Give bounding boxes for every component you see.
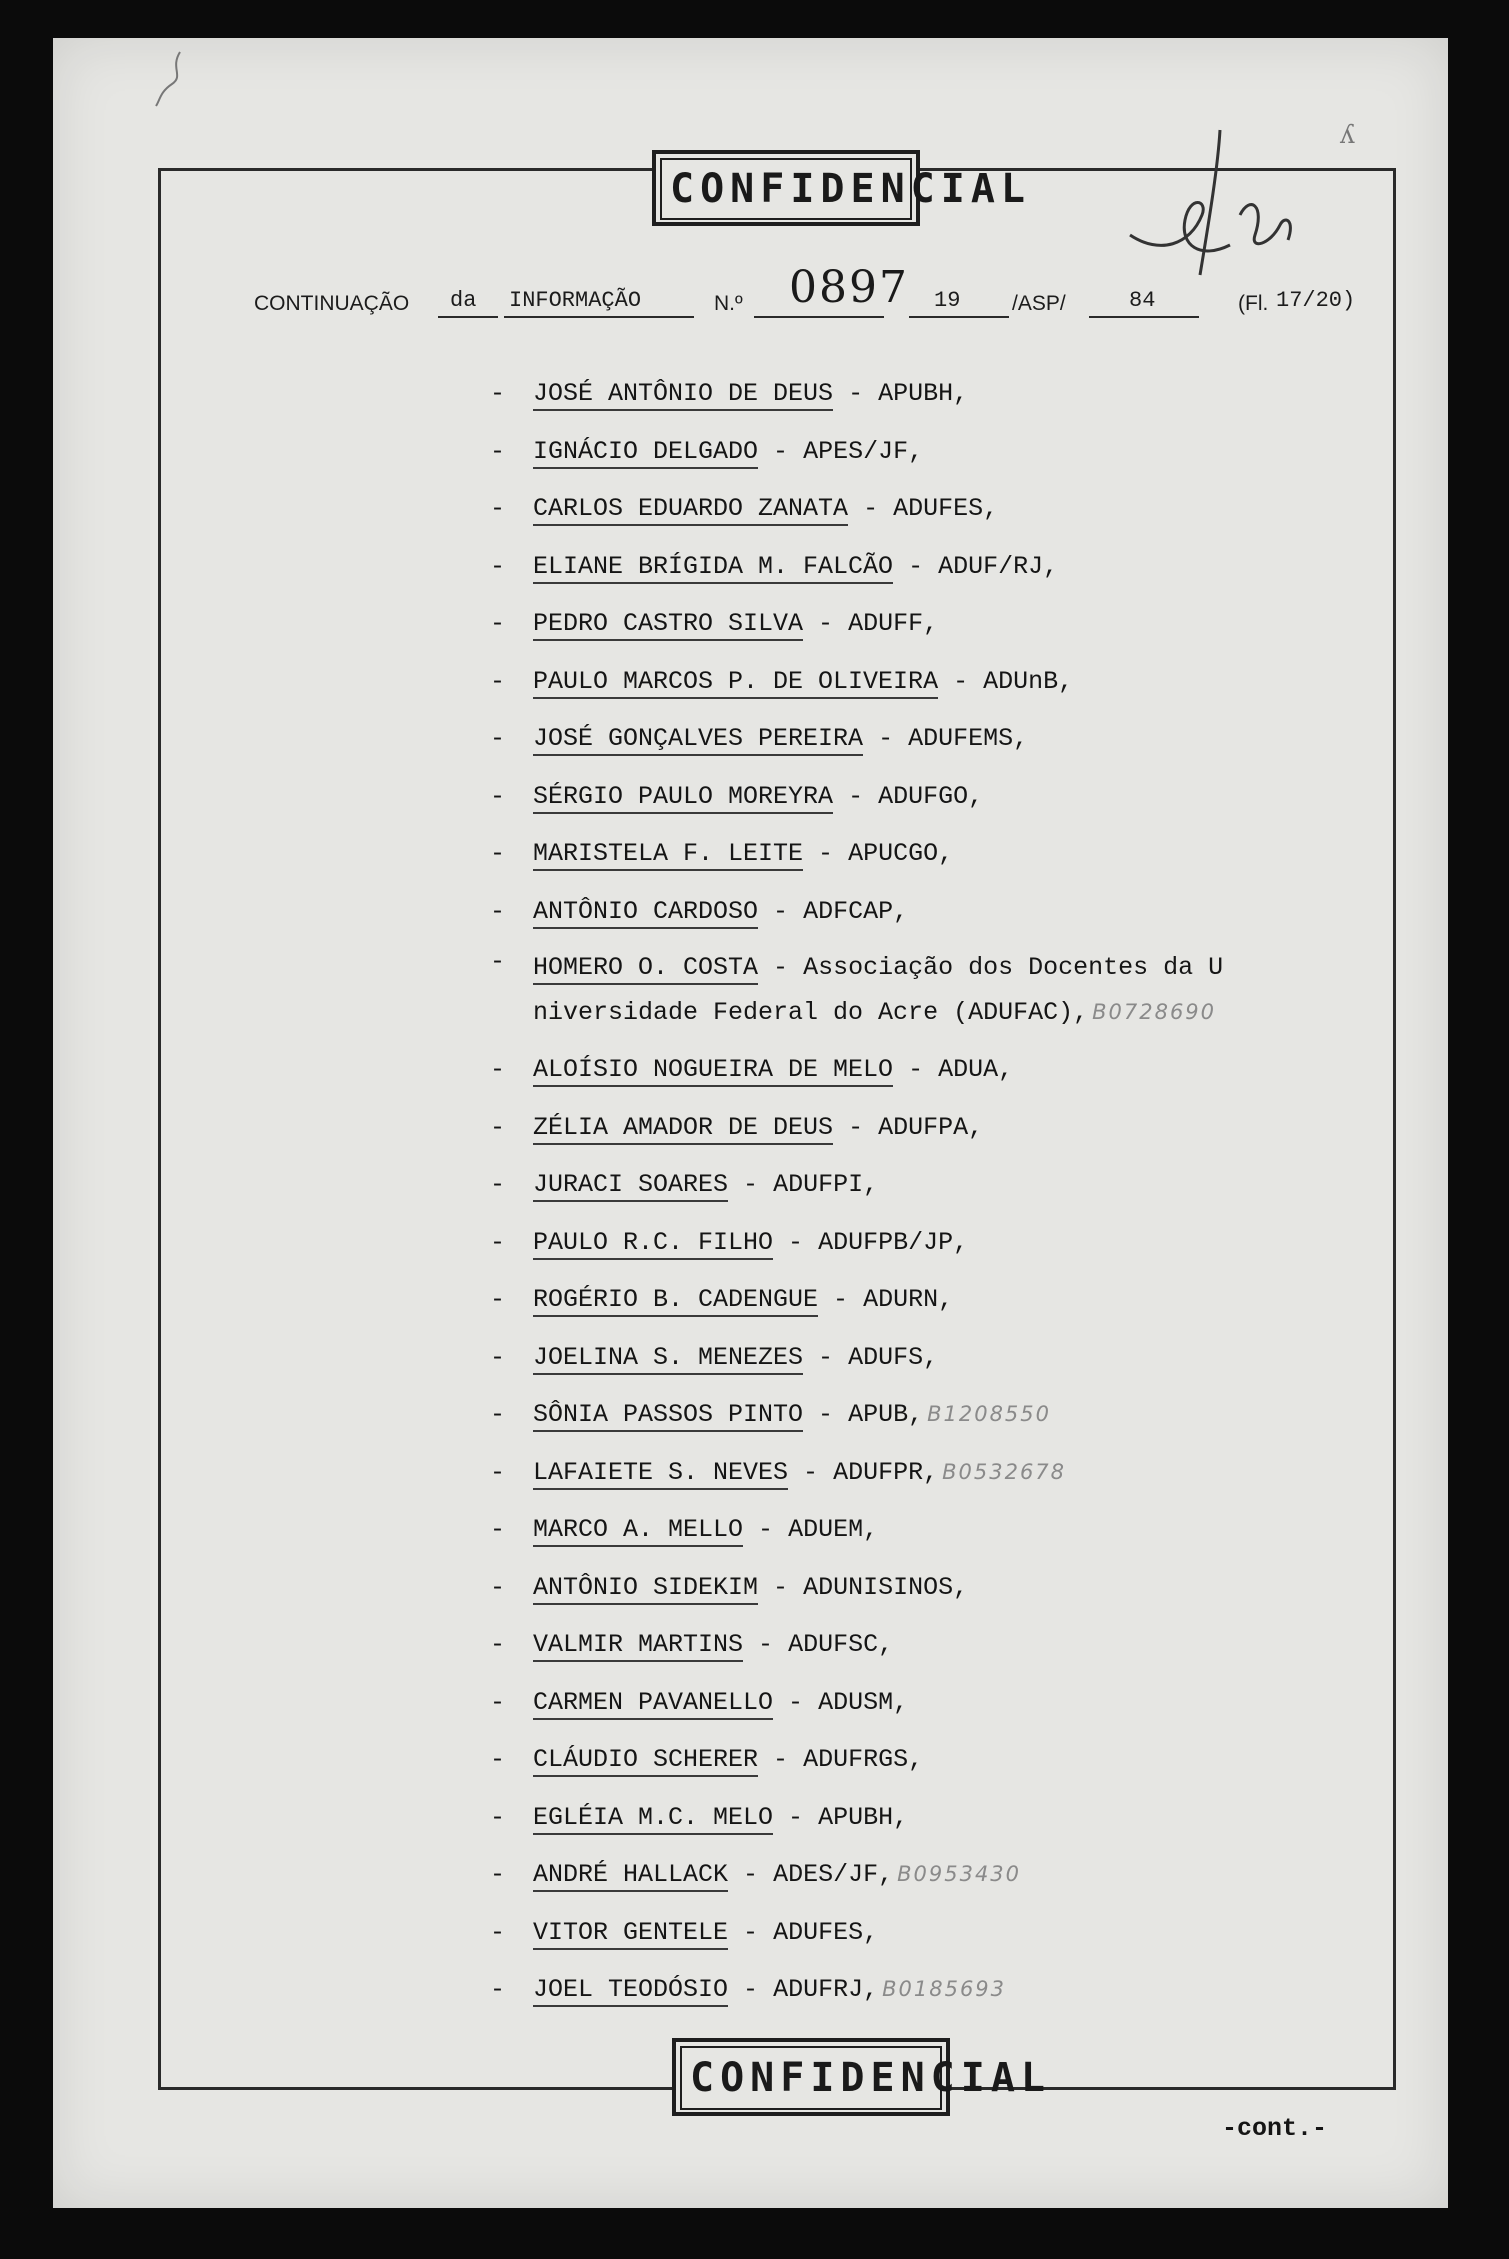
- entry-text: MARCO A. MELLO - ADUEM,: [533, 1501, 878, 1559]
- year: 84: [1129, 288, 1156, 313]
- entry-text: ANTÔNIO CARDOSO - ADFCAP,: [533, 883, 908, 941]
- list-item: [490, 1271, 1390, 1329]
- asp-label: /ASP/: [1012, 292, 1066, 315]
- person-name: CARLOS EDUARDO ZANATA: [533, 494, 848, 526]
- handwritten-note: B0728690: [1092, 1000, 1217, 1024]
- list-item: [490, 423, 1390, 481]
- person-name: MARCO A. MELLO: [533, 1515, 743, 1547]
- organization: ADUFPB/JP,: [818, 1227, 969, 1257]
- person-name: SÔNIA PASSOS PINTO: [533, 1400, 803, 1432]
- organization: ADURN,: [863, 1285, 954, 1314]
- list-item: [490, 1904, 1390, 1962]
- list-bullet: -: [490, 1457, 506, 1487]
- number-label: N.º: [714, 292, 743, 315]
- list-item: [490, 1559, 1390, 1617]
- person-name: IGNÁCIO DELGADO: [533, 437, 758, 469]
- list-bullet: -: [490, 839, 506, 868]
- list-bullet: -: [490, 436, 506, 466]
- organization: ADUFPA,: [878, 1112, 984, 1142]
- person-name: VITOR GENTELE: [533, 1918, 728, 1950]
- person-name: ZÉLIA AMADOR DE DEUS: [533, 1113, 833, 1145]
- organization: ADES/JF,: [773, 1860, 894, 1889]
- organization: ADUFPI,: [773, 1170, 879, 1199]
- list-item: [490, 1444, 1390, 1502]
- organization: ADUFF,: [848, 609, 939, 638]
- list-bullet: -: [490, 1400, 506, 1429]
- list-item: [490, 365, 1390, 423]
- entry-text: ROGÉRIO B. CADENGUE - ADURN,: [533, 1271, 953, 1329]
- list-bullet: -: [490, 1055, 506, 1084]
- entry-text: CARMEN PAVANELLO - ADUSM,: [533, 1674, 908, 1732]
- organization: ADUFGO,: [878, 781, 984, 811]
- list-item: [490, 595, 1390, 653]
- list-bullet: -: [490, 1227, 506, 1257]
- list-item: [490, 1214, 1390, 1272]
- confidential-stamp-top: CONFIDENCIAL: [652, 150, 920, 226]
- entry-text: VALMIR MARTINS - ADUFSC,: [533, 1616, 893, 1674]
- list-item: [490, 480, 1390, 538]
- person-name: CLÁUDIO SCHERER: [533, 1745, 758, 1777]
- list-bullet: -: [490, 609, 506, 638]
- entry-text: ALOÍSIO NOGUEIRA DE MELO - ADUA,: [533, 1041, 1013, 1099]
- list-bullet: -: [490, 1285, 506, 1314]
- person-name: ANTÔNIO SIDEKIM: [533, 1573, 758, 1605]
- person-name: ELIANE BRÍGIDA M. FALCÃO: [533, 552, 893, 584]
- list-bullet: -: [490, 666, 506, 696]
- list-bullet: -: [490, 1975, 506, 2004]
- organization: APUBH,: [818, 1802, 909, 1832]
- list-item: [490, 653, 1390, 711]
- entry-text: JOSÉ GONÇALVES PEREIRA - ADUFEMS,: [533, 710, 1028, 768]
- list-bullet: -: [490, 1630, 506, 1659]
- organization: ADUFPR,: [833, 1457, 939, 1487]
- person-name: JOEL TEODÓSIO: [533, 1975, 728, 2007]
- list-bullet: -: [490, 1802, 506, 1832]
- list-bullet: -: [490, 781, 506, 811]
- entry-text: IGNÁCIO DELGADO - APES/JF,: [533, 423, 923, 481]
- entry-text: VITOR GENTELE - ADUFES,: [533, 1904, 878, 1962]
- list-item: [490, 883, 1390, 941]
- list-item: [490, 1156, 1390, 1214]
- person-name: ALOÍSIO NOGUEIRA DE MELO: [533, 1055, 893, 1087]
- list-item: [490, 1099, 1390, 1157]
- continuation-label: CONTINUAÇÃO: [254, 292, 410, 315]
- organization: APUCGO,: [848, 839, 954, 868]
- organization: ADUFRGS,: [803, 1745, 924, 1774]
- list-bullet: -: [490, 724, 506, 753]
- entry-text: LAFAIETE S. NEVES - ADUFPR, B0532678: [533, 1444, 1066, 1502]
- document-number: 0897: [789, 262, 909, 313]
- organization: ADUFES,: [773, 1917, 879, 1947]
- corner-initials: ʎ: [1340, 120, 1355, 150]
- person-name: JOELINA S. MENEZES: [533, 1343, 803, 1375]
- person-name: ANDRÉ HALLACK: [533, 1860, 728, 1892]
- list-item: [490, 768, 1390, 826]
- margin-scribble: [150, 50, 190, 110]
- number-part: 19: [934, 288, 961, 313]
- handwritten-note: B0185693: [882, 1977, 1007, 2001]
- organization: ADUNISINOS,: [803, 1572, 969, 1602]
- entry-text: ZÉLIA AMADOR DE DEUS - ADUFPA,: [533, 1099, 983, 1157]
- person-name: PAULO R.C. FILHO: [533, 1228, 773, 1260]
- folio-label: (Fl.: [1238, 292, 1269, 315]
- person-name: ROGÉRIO B. CADENGUE: [533, 1285, 818, 1317]
- list-item: [490, 1501, 1390, 1559]
- list-item: [490, 1329, 1390, 1387]
- list-item: [490, 1961, 1390, 2019]
- entry-text: CARLOS EDUARDO ZANATA - ADUFES,: [533, 480, 998, 538]
- person-name: PEDRO CASTRO SILVA: [533, 609, 803, 641]
- entry-text: JURACI SOARES - ADUFPI,: [533, 1156, 878, 1214]
- list-bullet: -: [490, 1515, 506, 1544]
- handwritten-note: B0953430: [897, 1862, 1022, 1886]
- entry-text: PAULO MARCOS P. DE OLIVEIRA - ADUnB,: [533, 653, 1073, 711]
- list-item: [490, 825, 1390, 883]
- entry-text: JOSÉ ANTÔNIO DE DEUS - APUBH,: [533, 365, 968, 423]
- person-name: SÉRGIO PAULO MOREYRA: [533, 782, 833, 814]
- list-item: [490, 1731, 1390, 1789]
- entry-text: ELIANE BRÍGIDA M. FALCÃO - ADUF/RJ,: [533, 538, 1058, 596]
- list-item: [490, 710, 1390, 768]
- person-name: PAULO MARCOS P. DE OLIVEIRA: [533, 667, 938, 699]
- organization: ADUnB,: [983, 666, 1074, 696]
- person-name: JURACI SOARES: [533, 1170, 728, 1202]
- list-bullet: -: [490, 896, 506, 926]
- document-header: [254, 262, 1404, 320]
- person-name: VALMIR MARTINS: [533, 1630, 743, 1662]
- da-word: da: [450, 288, 477, 313]
- person-name: EGLÉIA M.C. MELO: [533, 1803, 773, 1835]
- name-list: [490, 365, 1390, 2019]
- list-bullet: -: [490, 1342, 506, 1372]
- person-name: JOSÉ GONÇALVES PEREIRA: [533, 724, 863, 756]
- confidential-stamp-bottom: CONFIDENCIAL: [672, 2038, 950, 2116]
- entry-text: JOELINA S. MENEZES - ADUFS,: [533, 1329, 938, 1387]
- list-item: [490, 1846, 1390, 1904]
- list-item: [490, 1674, 1390, 1732]
- organization: APES/JF,: [803, 436, 924, 466]
- doc-type: INFORMAÇÃO: [509, 288, 642, 313]
- person-name: MARISTELA F. LEITE: [533, 839, 803, 871]
- organization: Associação dos Docentes da U niversidade Federal do Acre (ADUFAC),: [533, 953, 1224, 1027]
- person-name: HOMERO O. COSTA: [533, 953, 758, 985]
- organization: ADUFES,: [893, 494, 999, 523]
- organization: APUBH,: [878, 379, 969, 408]
- continued-marker: -cont.-: [1222, 2114, 1328, 2143]
- handwritten-note: B0532678: [942, 1459, 1067, 1484]
- entry-text: JOEL TEODÓSIO - ADUFRJ, B0185693: [533, 1961, 1006, 2019]
- entry-text: SÔNIA PASSOS PINTO - APUB, B1208550: [533, 1386, 1051, 1444]
- entry-text: MARISTELA F. LEITE - APUCGO,: [533, 825, 953, 883]
- list-bullet: -: [490, 947, 506, 976]
- list-item: [490, 1041, 1390, 1099]
- organization: ADUFS,: [848, 1342, 939, 1372]
- list-item: [490, 538, 1390, 596]
- entry-text: HOMERO O. COSTA - Associação dos Docentes da U niversidade Federal do Acre (ADUFAC), B0728690: [533, 953, 1224, 1027]
- entry-text: ANDRÉ HALLACK - ADES/JF, B0953430: [533, 1846, 1021, 1904]
- organization: APUB,: [848, 1400, 924, 1429]
- person-name: JOSÉ ANTÔNIO DE DEUS: [533, 379, 833, 411]
- folio-number: 17/20): [1276, 288, 1356, 313]
- entry-text: ANTÔNIO SIDEKIM - ADUNISINOS,: [533, 1559, 968, 1617]
- organization: ADUA,: [938, 1055, 1014, 1084]
- list-bullet: -: [490, 551, 506, 581]
- list-bullet: -: [490, 1687, 506, 1717]
- organization: ADUFRJ,: [773, 1975, 879, 2004]
- list-item: [490, 940, 1390, 1041]
- person-name: LAFAIETE S. NEVES: [533, 1458, 788, 1490]
- organization: ADFCAP,: [803, 896, 909, 926]
- organization: ADUSM,: [818, 1687, 909, 1717]
- list-item: [490, 1386, 1390, 1444]
- list-bullet: -: [490, 494, 506, 523]
- list-bullet: -: [490, 1917, 506, 1947]
- list-bullet: -: [490, 1860, 506, 1889]
- organization: ADUFEMS,: [908, 724, 1029, 753]
- list-bullet: -: [490, 379, 506, 408]
- entry-text: EGLÉIA M.C. MELO - APUBH,: [533, 1789, 908, 1847]
- person-name: CARMEN PAVANELLO: [533, 1688, 773, 1720]
- entry-text: PAULO R.C. FILHO - ADUFPB/JP,: [533, 1214, 968, 1272]
- list-bullet: -: [490, 1572, 506, 1602]
- list-bullet: -: [490, 1745, 506, 1774]
- list-bullet: -: [490, 1170, 506, 1199]
- entry-text: SÉRGIO PAULO MOREYRA - ADUFGO,: [533, 768, 983, 826]
- list-item: [490, 1789, 1390, 1847]
- handwritten-note: B1208550: [927, 1402, 1052, 1426]
- list-bullet: -: [490, 1112, 506, 1142]
- organization: ADUFSC,: [788, 1630, 894, 1659]
- person-name: ANTÔNIO CARDOSO: [533, 897, 758, 929]
- list-item: [490, 1616, 1390, 1674]
- organization: ADUEM,: [788, 1515, 879, 1544]
- entry-text: CLÁUDIO SCHERER - ADUFRGS,: [533, 1731, 923, 1789]
- entry-text: PEDRO CASTRO SILVA - ADUFF,: [533, 595, 938, 653]
- organization: ADUF/RJ,: [938, 551, 1059, 581]
